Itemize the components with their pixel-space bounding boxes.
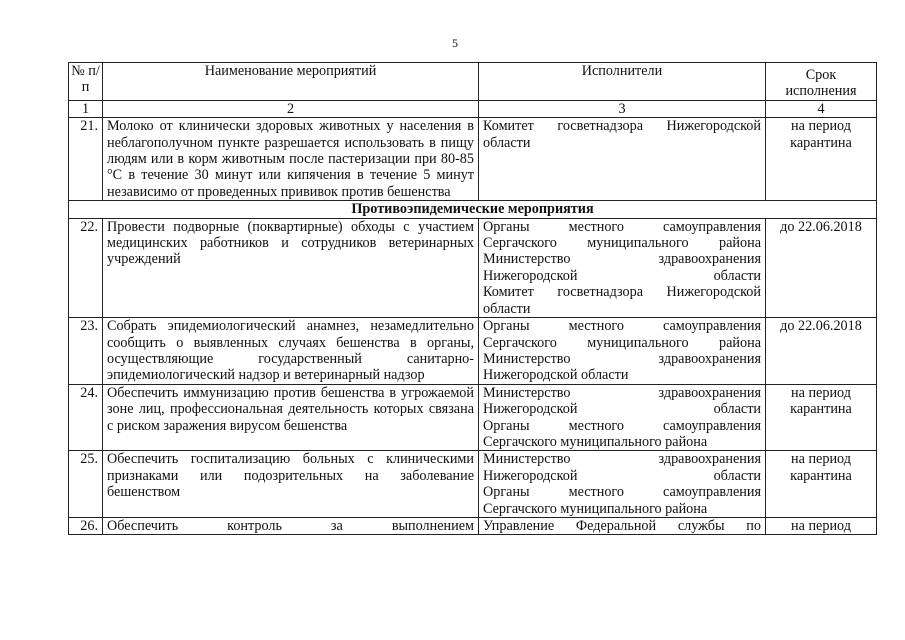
column-index-3: 3 (479, 100, 766, 117)
header-name: Наименование мероприятий (103, 63, 479, 101)
executor: Министерство здравоохранения Нижегородской области (483, 451, 761, 484)
executor: Министерство здравоохранения Нижегородской области (483, 350, 761, 384)
executor: Комитет госветнадзора Нижегородской области (483, 118, 761, 151)
table-header-row (69, 63, 877, 101)
executor: Министерство здравоохранения Нижегородской области (483, 251, 761, 284)
table-row (69, 118, 877, 201)
row-number: 25. (69, 451, 103, 518)
executor: Министерство здравоохранения Нижегородской области (483, 384, 761, 418)
page-number: 5 (452, 36, 458, 50)
executors-cell (479, 384, 766, 451)
executor: Управление Федеральной службы по (483, 517, 761, 534)
row-number: 24. (69, 384, 103, 451)
term-cell: до 22.06.2018 (766, 318, 877, 385)
table-row (69, 218, 877, 317)
table-row (69, 384, 877, 451)
executor: Органы местного самоуправления Сергачского муниципального района (483, 218, 761, 252)
term-cell: на период карантина (766, 384, 877, 451)
row-number: 26. (69, 517, 103, 534)
column-index-2: 2 (103, 100, 479, 117)
measure-name: Обеспечить контроль за выполнением (103, 517, 479, 534)
executor: Комитет госветнадзора Нижегородской области (483, 284, 761, 317)
executor: Органы местного самоуправления Сергачского муниципального района (483, 417, 761, 450)
table-row (69, 318, 877, 385)
measures-table (68, 62, 877, 535)
term-cell: на период карантина (766, 451, 877, 518)
term-cell: на период карантина (766, 118, 877, 201)
table-row (69, 517, 877, 534)
column-index-4: 4 (766, 100, 877, 117)
executors-cell (479, 118, 766, 201)
term-cell: до 22.06.2018 (766, 218, 877, 317)
executor: Органы местного самоуправления Сергачского муниципального района (483, 484, 761, 517)
measure-name: Собрать эпидемиологический анамнез, незамедлительно сообщить о выявленных случаях бешенства в органы, осуществляющие государственный санитарно-эпидемиологический надзор и ветеринарный надзор (103, 318, 479, 385)
column-index-1: 1 (69, 100, 103, 117)
row-number: 22. (69, 218, 103, 317)
header-executors: Исполнители (479, 63, 766, 101)
executors-cell (479, 451, 766, 518)
row-number: 21. (69, 118, 103, 201)
term-cell: на период (766, 517, 877, 534)
column-index-row (69, 100, 877, 117)
header-term: Срок исполнения (766, 63, 877, 101)
executor: Органы местного самоуправления Сергачского муниципального района (483, 318, 761, 351)
section-row (69, 201, 877, 218)
row-number: 23. (69, 318, 103, 385)
executors-cell (479, 218, 766, 317)
measure-name: Провести подворные (поквартирные) обходы с участием медицинских работников и сотрудников ветеринарных учреждений (103, 218, 479, 317)
executors-cell (479, 517, 766, 534)
table-row (69, 451, 877, 518)
header-num: № п/п (69, 63, 103, 101)
executors-cell (479, 318, 766, 385)
measure-name: Обеспечить госпитализацию больных с клиническими признаками или подозрительных на заболевание бешенством (103, 451, 479, 518)
measure-name: Обеспечить иммунизацию против бешенства в угрожаемой зоне лиц, профессиональная деятельность которых связана с риском заражения вирусом бешенства (103, 384, 479, 451)
section-title: Противоэпидемические мероприятия (69, 201, 877, 218)
measure-name: Молоко от клинически здоровых животных у населения в неблагополучном пункте разрешается использовать в пищу людям или в корм животным после пастеризации при 80-85 °С в течение 30 минут или кипячения в течение 5 минут независимо от проведенных прививок против бешенства (103, 118, 479, 201)
